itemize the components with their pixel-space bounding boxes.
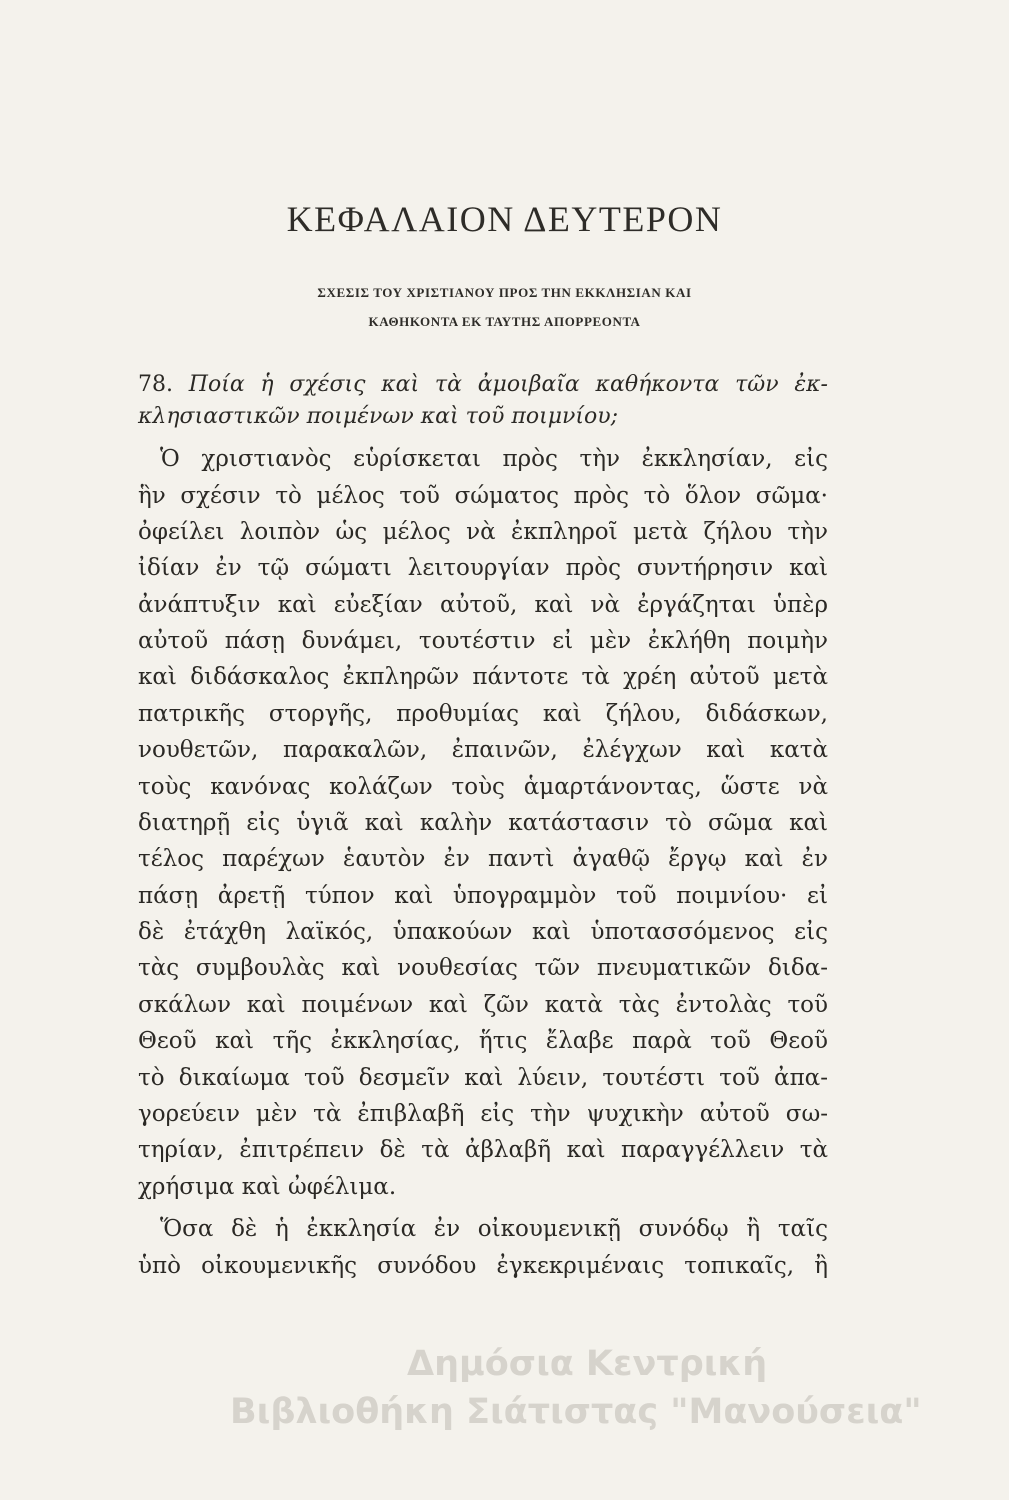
body-line: σκάλων καὶ ποιμένων καὶ ζῶν κατὰ τὰς ἐντολὰς τοῦ	[138, 992, 828, 1018]
body-line: τὸ δικαίωμα τοῦ δεσμεῖν καὶ λύειν, τουτέστι τοῦ ἀπα-	[138, 1065, 828, 1091]
body-line: τέλος παρέχων ἑαυτὸν ἐν παντὶ ἀγαθῷ ἔργῳ καὶ ἐν	[138, 846, 828, 872]
question-text-1: Ποία ἡ σχέσις καὶ τὰ ἀμοιβαῖα καθήκοντα τῶν ἐκ-	[188, 372, 828, 397]
body-line: ἣν σχέσιν τὸ μέλος τοῦ σώματος πρὸς τὸ ὅλον σῶμα·	[138, 483, 828, 509]
body-line: γορεύειν μὲν τὰ ἐπιβλαβῆ εἰς τὴν ψυχικὴν αὐτοῦ σω-	[138, 1101, 828, 1127]
body-line: Ὁ χριστιανὸς εὑρίσκεται πρὸς τὴν ἐκκλησίαν, εἰς	[160, 446, 828, 472]
chapter-subtitle-line-1: ΣΧΕΣΙΣ ΤΟΥ ΧΡΙΣΤΙΑΝΟΥ ΠΡΟΣ ΤΗΝ ΕΚΚΛΗΣΙΑΝ ΚΑΙ	[317, 285, 692, 300]
body-line: πατρικῆς στοργῆς, προθυμίας καὶ ζήλου, διδάσκων,	[138, 701, 828, 727]
question-number: 78.	[138, 372, 173, 397]
body-line: καὶ διδάσκαλος ἐκπληρῶν πάντοτε τὰ χρέη αὐτοῦ μετὰ	[138, 664, 828, 690]
body-line: τοὺς κανόνας κολάζων τοὺς ἁμαρτάνοντας, ὥστε νὰ	[138, 774, 828, 800]
body-line: Θεοῦ καὶ τῆς ἐκκλησίας, ἥτις ἔλαβε παρὰ τοῦ Θεοῦ	[138, 1028, 828, 1054]
body-line: διατηρῇ εἰς ὑγιᾶ καὶ καλὴν κατάστασιν τὸ σῶμα καὶ	[138, 810, 828, 836]
body-line: ἰδίαν ἐν τῷ σώματι λειτουργίαν πρὸς συντήρησιν καὶ	[138, 555, 828, 581]
question-line-2: κλησιαστικῶν ποιμένων καὶ τοῦ ποιμνίου;	[138, 404, 619, 429]
body-line: Ὅσα δὲ ἡ ἐκκλησία ἐν οἰκουμενικῇ συνόδῳ ἢ ταῖς	[160, 1216, 828, 1242]
chapter-title: ΚΕΦΑΛΑΙΟΝ ΔΕΥΤΕΡΟΝ	[286, 199, 723, 239]
library-watermark-line-2: Βιβλιοθήκη Σιάτιστας "Μανούσεια"	[230, 1392, 922, 1432]
body-line: νουθετῶν, παρακαλῶν, ἐπαινῶν, ἐλέγχων καὶ κατὰ	[138, 737, 828, 763]
question-line-1	[138, 370, 828, 400]
body-line: δὲ ἐτάχθη λαϊκός, ὑπακούων καὶ ὑποτασσόμενος εἰς	[138, 919, 828, 945]
library-watermark-line-1: Δημόσια Κεντρική	[407, 1344, 768, 1384]
chapter-subtitle-line-2: ΚΑΘΗΚΟΝΤΑ ΕΚ ΤΑΥΤΗΣ ΑΠΟΡΡΕΟΝΤΑ	[368, 314, 641, 329]
body-line: πάσῃ ἀρετῇ τύπον καὶ ὑπογραμμὸν τοῦ ποιμνίου· εἰ	[138, 883, 828, 909]
body-line: ὀφείλει λοιπὸν ὡς μέλος νὰ ἐκπληροῖ μετὰ ζήλου τὴν	[138, 519, 828, 545]
body-line: χρήσιμα καὶ ὠφέλιμα.	[138, 1174, 397, 1200]
body-line: τὰς συμβουλὰς καὶ νουθεσίας τῶν πνευματικῶν διδα-	[138, 955, 828, 981]
body-line: ὑπὸ οἰκουμενικῆς συνόδου ἐγκεκριμέναις τοπικαῖς, ἢ	[138, 1253, 828, 1279]
body-line: αὐτοῦ πάσῃ δυνάμει, τουτέστιν εἰ μὲν ἐκλήθη ποιμὴν	[138, 628, 828, 654]
body-line: ἀνάπτυξιν καὶ εὐεξίαν αὐτοῦ, καὶ νὰ ἐργάζηται ὑπὲρ	[138, 592, 828, 618]
body-line: τηρίαν, ἐπιτρέπειν δὲ τὰ ἀβλαβῆ καὶ παραγγέλλειν τὰ	[138, 1137, 828, 1163]
